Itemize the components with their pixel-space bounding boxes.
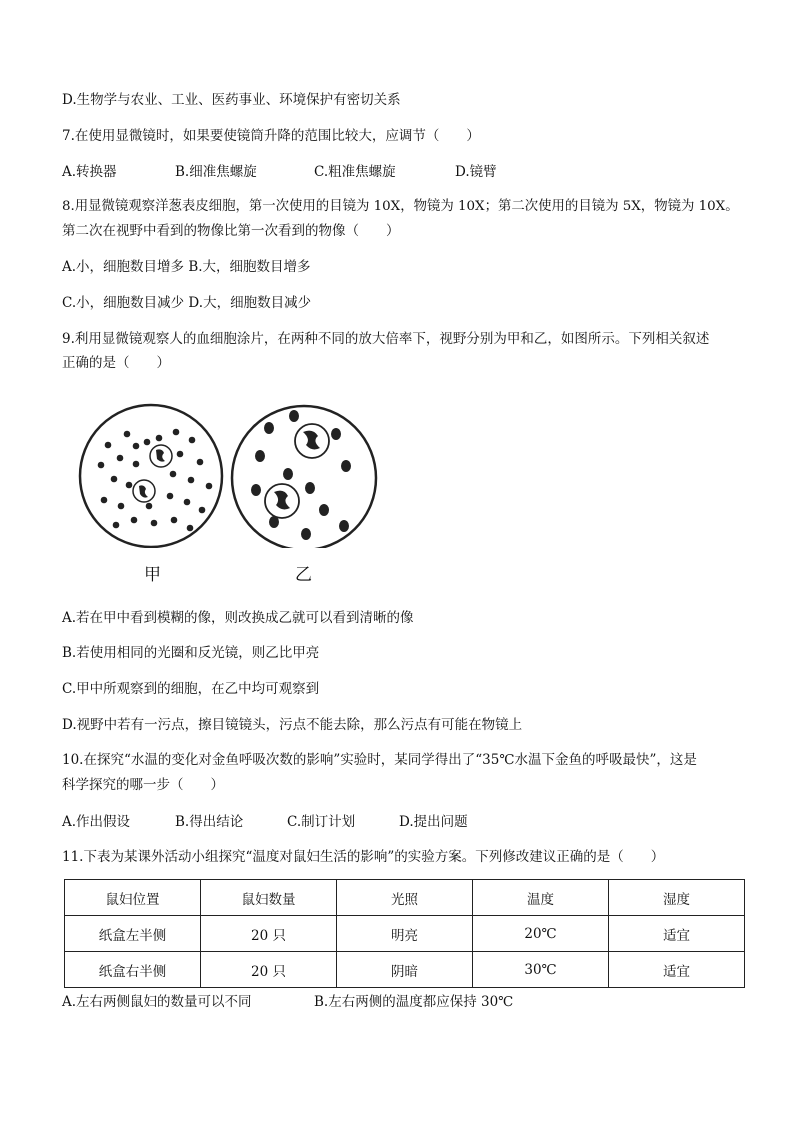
q10-option-b: B.得出结论 [175,814,244,830]
table-cell: 20 只 [201,916,337,952]
q11-stem: 11.下表为某课外活动小组探究“温度对鼠妇生活的影响”的实验方案。下列修改建议正确的是（ ） [62,849,665,865]
q7-stem: 7.在使用显微镜时，如果要使镜筒升降的范围比较大，应调节（ ） [62,128,480,144]
q7-option-d: D.镜臂 [455,164,497,180]
table-cell: 阴暗 [337,952,473,988]
table-row [65,916,745,952]
q7-option-b: B.细准焦螺旋 [175,164,257,180]
q9-option-a: A.若在甲中看到模糊的像，则改换成乙就可以看到清晰的像 [62,610,414,626]
q7-option-a: A.转换器 [62,164,117,180]
q10-stem-line2: 科学探究的哪一步（ ） [62,777,224,793]
blood-smear-figure [74,398,384,588]
table-cell: 适宜 [609,916,745,952]
q8-stem-line1: 8.用显微镜观察洋葱表皮细胞，第一次使用的目镜为 10X，物镜为 10X；第二次使用的目镜为 5X，物镜为 10X。 [62,199,739,214]
q10-stem-line1: 10.在探究“水温的变化对金鱼呼吸次数的影响”实验时，某同学得出了“35℃水温下金鱼的呼吸最快”，这是 [62,752,697,768]
q9-option-d: D.视野中若有一污点，擦目镜镜头，污点不能去除，那么污点有可能在物镜上 [62,717,523,733]
q8-stem-line2: 第二次在视野中看到的物像比第一次看到的物像（ ） [62,223,400,239]
table-header-row [65,880,745,916]
q8-options-row1: A.小，细胞数目增多 B.大，细胞数目增多 [62,259,311,275]
table-header-cell: 光照 [337,880,473,916]
q11-option-b: B.左右两侧的温度都应保持 30℃ [314,994,514,1010]
q10-option-d: D.提出问题 [399,814,468,830]
table-cell: 30℃ [473,952,609,988]
table-cell: 纸盒右半侧 [65,952,201,988]
figure-label-yi: 乙 [295,565,312,585]
table-row [65,952,745,988]
q9-option-b: B.若使用相同的光圈和反光镜，则乙比甲亮 [62,645,320,661]
q9-stem-line2: 正确的是（ ） [62,355,170,371]
q10-option-a: A.作出假设 [62,814,131,830]
q9-option-c: C.甲中所观察到的细胞，在乙中均可观察到 [62,681,320,697]
table-header-cell: 湿度 [609,880,745,916]
q9-stem-line1: 9.利用显微镜观察人的血细胞涂片，在两种不同的放大倍率下，视野分别为甲和乙，如图所示。下列相关叙述 [62,331,710,347]
q8-options-row2: C.小，细胞数目减少 D.大，细胞数目减少 [62,295,312,311]
table-header-cell: 鼠妇数量 [201,880,337,916]
field-of-view-yi [232,406,376,548]
q11-option-a: A.左右两侧鼠妇的数量可以不同 [62,994,252,1010]
figure-label-jia: 甲 [144,565,161,585]
experiment-table [64,879,745,988]
blood-smear-illustration [74,398,384,548]
field-of-view-jia [80,405,222,547]
table-cell: 纸盒左半侧 [65,916,201,952]
table-header-cell: 鼠妇位置 [65,880,201,916]
table-cell: 明亮 [337,916,473,952]
table-header-cell: 温度 [473,880,609,916]
q10-option-c: C.制订计划 [287,814,356,830]
q7-option-c: C.粗准焦螺旋 [314,164,396,180]
table-cell: 适宜 [609,952,745,988]
table-cell: 20℃ [473,916,609,952]
q6-option-d: D.生物学与农业、工业、医药事业、环境保护有密切关系 [62,92,401,108]
table-cell: 20 只 [201,952,337,988]
